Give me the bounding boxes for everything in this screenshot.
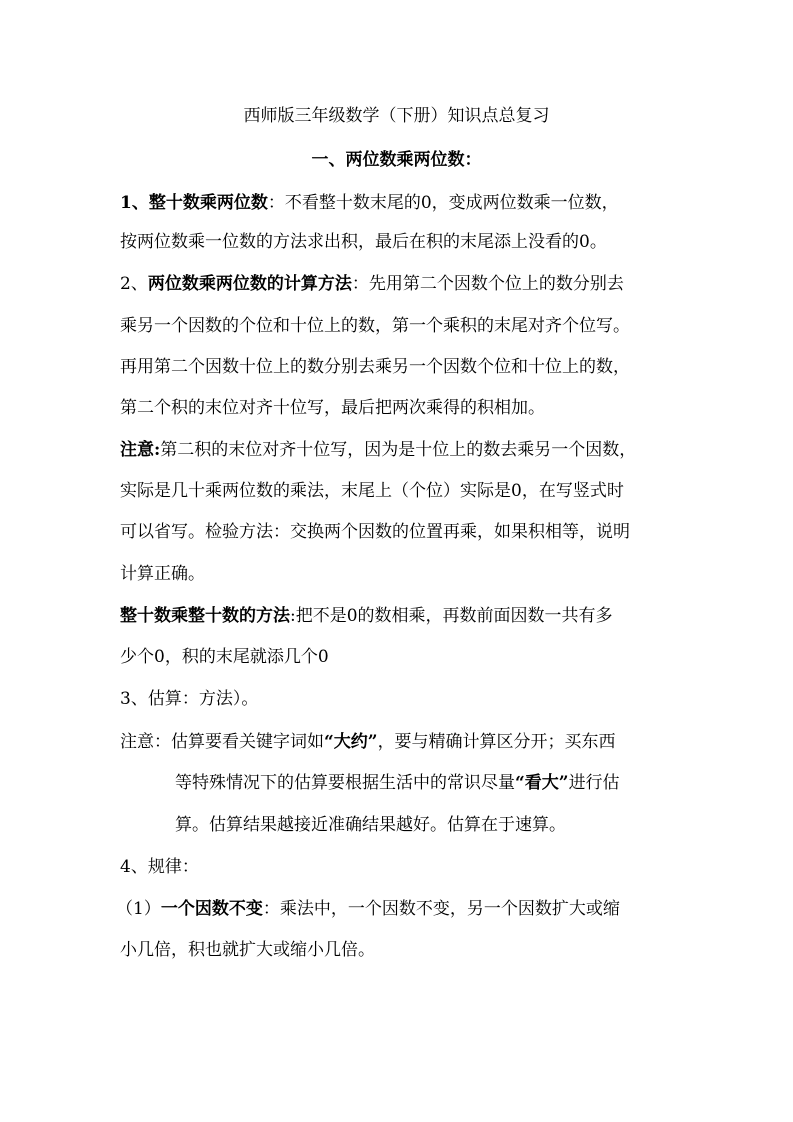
paragraph-2-line-2: 乘另一个因数的个位和十位上的数，第一个乘积的末尾对齐个位写。 bbox=[120, 316, 630, 336]
note-2-keyword-1: “大约” bbox=[324, 732, 378, 752]
note-1-label: 注意: bbox=[120, 440, 161, 460]
note-2-keyword-2: “看大” bbox=[515, 773, 569, 793]
paragraph-2-label: 两位数乘两位数的计算方法 bbox=[147, 274, 352, 294]
paragraph-2-colon: ： bbox=[351, 274, 369, 294]
note-1-text: 第二积的末位对齐十位写，因为是十位上的数去乘另一个因数， bbox=[160, 440, 637, 460]
paragraph-3-colon: : bbox=[290, 606, 296, 626]
paragraph-2-line-4: 第二个积的末位对齐十位写，最后把两次乘得的积相加。 bbox=[120, 398, 545, 418]
note-2-line-1 bbox=[120, 730, 616, 754]
paragraph-6-line-2: 小几倍，积也就扩大或缩小几倍。 bbox=[120, 940, 375, 960]
paragraph-6-colon: ： bbox=[262, 899, 280, 919]
paragraph-1-line-1 bbox=[120, 191, 619, 215]
paragraph-1-label: 1、整十数乘两位数 bbox=[120, 193, 268, 213]
paragraph-1-line-2: 按两位数乘一位数的方法求出积，最后在积的末尾添上没看的0。 bbox=[120, 232, 607, 252]
note-2-line-2 bbox=[175, 771, 620, 795]
note-1-line-3: 可以省写。检验方法：交换两个因数的位置再乘，如果积相等，说明 bbox=[120, 522, 630, 542]
note-1-line-2: 实际是几十乘两位数的乘法，末尾上（个位）实际是0，在写竖式时 bbox=[120, 481, 624, 501]
note-2-line-2-start: 等特殊情况下的估算要根据生活中的常识尽量 bbox=[175, 773, 515, 793]
note-1-line-4: 计算正确。 bbox=[120, 564, 205, 584]
paragraph-3-text: 把不是0的数相乘，再数前面因数一共有多 bbox=[295, 606, 613, 626]
paragraph-3-line-1 bbox=[120, 604, 613, 628]
section-heading: 一、两位数乘两位数： bbox=[311, 150, 482, 170]
page-title: 西师版三年级数学（下册）知识点总复习 bbox=[243, 106, 550, 126]
paragraph-2-text: 先用第二个因数个位上的数分别去 bbox=[368, 274, 624, 294]
paragraph-6-text: 乘法中，一个因数不变，另一个因数扩大或缩 bbox=[279, 899, 620, 919]
note-2-text: ，要与精确计算区分开；买东西 bbox=[377, 732, 616, 752]
note-1-line-1 bbox=[120, 438, 636, 462]
paragraph-3-line-2: 少个0，积的末尾就添几个0 bbox=[120, 647, 329, 667]
note-2-line-2-end: 进行估 bbox=[568, 773, 620, 793]
paragraph-2-number: 2、 bbox=[120, 274, 148, 294]
paragraph-6-number: （1） bbox=[116, 899, 161, 919]
paragraph-5: 4、规律： bbox=[120, 857, 199, 877]
paragraph-4: 3、估算：方法）。 bbox=[120, 689, 259, 709]
note-2-label: 注意：估算要看关键字词如 bbox=[120, 732, 324, 752]
paragraph-1-text: 不看整十数末尾的0，变成两位数乘一位数， bbox=[284, 193, 619, 213]
paragraph-2-line-3: 再用第二个因数十位上的数分别去乘另一个因数个位和十位上的数， bbox=[120, 357, 630, 377]
paragraph-3-label: 整十数乘整十数的方法 bbox=[120, 606, 290, 626]
paragraph-6-label: 一个因数不变 bbox=[160, 899, 263, 919]
paragraph-2-line-1 bbox=[120, 272, 624, 296]
paragraph-6-line-1 bbox=[116, 897, 620, 921]
paragraph-1-colon: ： bbox=[267, 193, 285, 213]
note-2-line-3: 算。估算结果越接近准确结果越好。估算在于速算。 bbox=[175, 815, 566, 835]
